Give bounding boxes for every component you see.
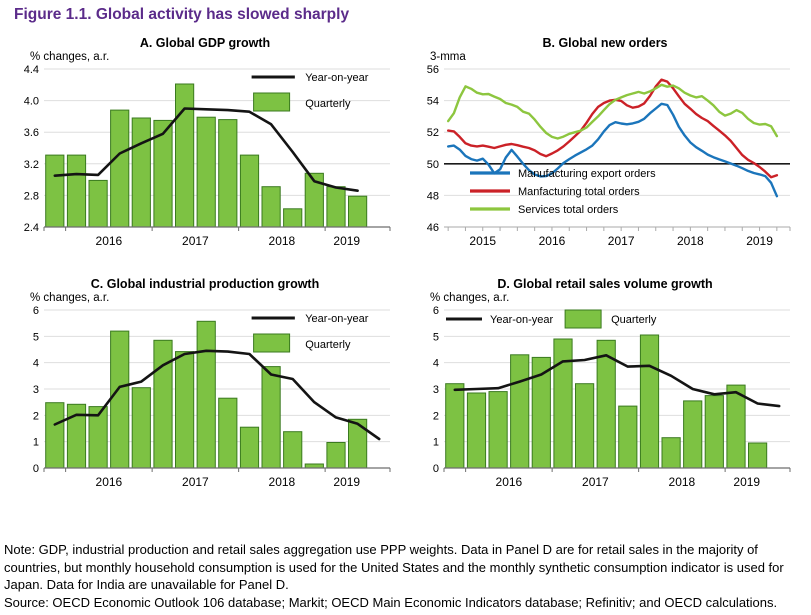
x-year-label: 2017 — [182, 475, 209, 489]
quarterly-bar — [554, 339, 572, 468]
legend-label: Services total orders — [518, 204, 619, 216]
legend-label: Manfacturing total orders — [518, 186, 640, 198]
y-tick-label: 50 — [426, 158, 439, 171]
y-tick-label: 5 — [32, 331, 39, 344]
quarterly-bar — [327, 443, 345, 469]
y-tick-label: 0 — [432, 463, 439, 475]
quarterly-bar — [89, 180, 107, 227]
quarterly-bar — [619, 406, 637, 468]
panel-a-chart — [6, 63, 398, 253]
quarterly-bar — [684, 401, 702, 468]
figure-title: Figure 1.1. Global activity has slowed sharply — [14, 6, 350, 23]
legend-quarterly-swatch — [254, 93, 290, 111]
panel-c — [6, 271, 404, 494]
y-tick-label: 5 — [432, 331, 439, 344]
y-tick-label: 3.6 — [23, 127, 39, 140]
x-year-label: 2019 — [746, 234, 773, 248]
y-tick-label: 6 — [432, 305, 439, 317]
quarterly-bar — [219, 120, 237, 227]
y-tick-label: 2.4 — [23, 222, 39, 234]
manufacturing-export-orders-line — [448, 104, 777, 196]
y-tick-label: 52 — [426, 127, 439, 140]
x-year-label: 2018 — [677, 234, 704, 248]
legend-label-quarterly: Quarterly — [305, 98, 351, 110]
legend-label-yoy: Year-on-year — [490, 314, 554, 326]
y-tick-label: 3.2 — [23, 158, 39, 171]
y-tick-label: 4.0 — [23, 95, 39, 108]
x-year-label: 2019 — [733, 475, 761, 489]
x-year-label: 2016 — [95, 475, 123, 489]
y-tick-label: 2 — [32, 410, 39, 423]
x-year-label: 2016 — [538, 234, 566, 248]
panel-a-unit-label: % changes, a.r. — [30, 51, 110, 63]
panel-d — [406, 271, 804, 494]
quarterly-bar — [467, 393, 485, 468]
y-tick-label: 3 — [432, 384, 439, 396]
y-tick-label: 1 — [432, 436, 439, 449]
quarterly-bar — [197, 321, 215, 468]
quarterly-bar — [111, 331, 129, 468]
x-year-label: 2015 — [469, 234, 497, 248]
y-tick-label: 0 — [32, 463, 39, 475]
x-year-label: 2018 — [268, 475, 296, 489]
panel-b — [406, 30, 804, 253]
legend-label-yoy: Year-on-year — [305, 72, 369, 84]
panel-b-unit-label: 3-mma — [430, 51, 466, 63]
quarterly-bar — [284, 209, 302, 227]
panel-c-title: C. Global industrial production growth — [90, 277, 320, 291]
quarterly-bar — [67, 155, 85, 227]
quarterly-bar — [132, 388, 150, 468]
panel-a-title: A. Global GDP growth — [139, 36, 271, 50]
services-total-orders-line — [448, 85, 777, 139]
quarterly-bar — [511, 355, 529, 468]
quarterly-bar — [240, 427, 258, 468]
panel-a — [6, 30, 404, 253]
x-year-label: 2019 — [333, 234, 361, 248]
quarterly-bar — [154, 340, 172, 468]
legend-label: Manufacturing export orders — [518, 168, 656, 180]
y-tick-label: 4 — [32, 357, 39, 370]
y-tick-label: 54 — [426, 95, 439, 108]
quarterly-bar — [576, 384, 594, 468]
quarterly-bar — [349, 196, 367, 227]
panel-c-chart — [6, 304, 398, 494]
x-year-label: 2017 — [607, 234, 635, 248]
quarterly-bar — [349, 419, 367, 468]
quarterly-bar — [727, 385, 745, 468]
x-year-label: 2017 — [582, 475, 609, 489]
legend-label-quarterly: Quarterly — [305, 339, 351, 351]
quarterly-bar — [662, 438, 680, 468]
legend-quarterly-swatch — [565, 310, 601, 328]
quarterly-bar — [327, 187, 345, 227]
y-tick-label: 2.8 — [23, 190, 39, 203]
y-tick-label: 46 — [426, 222, 439, 234]
source-text: Source: OECD Economic Outlook 106 database; Markit; OECD Main Economic Indicators database; Refinitiv; and OECD calculations. — [4, 594, 778, 610]
quarterly-bar — [262, 187, 280, 227]
legend-quarterly-swatch — [254, 334, 290, 352]
y-tick-label: 4 — [432, 357, 439, 370]
x-year-label: 2016 — [495, 475, 523, 489]
y-tick-label: 2 — [432, 410, 439, 423]
y-tick-label: 1 — [32, 436, 39, 449]
x-year-label: 2018 — [668, 475, 696, 489]
panel-d-title: D. Global retail sales volume growth — [497, 277, 713, 291]
x-year-label: 2019 — [333, 475, 361, 489]
panel-b-chart — [406, 63, 798, 253]
quarterly-bar — [262, 367, 280, 468]
quarterly-bar — [240, 155, 258, 227]
x-year-label: 2017 — [182, 234, 209, 248]
panel-c-unit-label: % changes, a.r. — [30, 292, 110, 304]
quarterly-bar — [489, 392, 507, 468]
y-tick-label: 4.4 — [23, 64, 39, 76]
panel-d-unit-label: % changes, a.r. — [430, 292, 510, 304]
footnotes — [4, 541, 796, 611]
quarterly-bar — [219, 398, 237, 468]
y-tick-label: 56 — [426, 64, 439, 76]
x-year-label: 2016 — [95, 234, 123, 248]
panel-d-chart — [406, 304, 798, 494]
panel-b-title: B. Global new orders — [542, 36, 668, 50]
note-text: Note: GDP, industrial production and retail sales aggregation use PPP weights. Data in Panel D are for retail sales in the majority of countries, but monthly household consumption is used for the United States and the monthly synthetic consumption indicator is used for Japan. Data for India are unavailable for Panel D. — [4, 542, 784, 593]
quarterly-bar — [749, 443, 767, 468]
x-year-label: 2018 — [268, 234, 296, 248]
quarterly-bar — [132, 118, 150, 227]
panels-grid — [6, 30, 806, 494]
quarterly-bar — [284, 432, 302, 468]
quarterly-bar — [111, 110, 129, 227]
quarterly-bar — [46, 155, 64, 227]
quarterly-bar — [705, 396, 723, 468]
quarterly-bar — [640, 335, 658, 468]
quarterly-bar — [176, 84, 194, 227]
legend-label-yoy: Year-on-year — [305, 313, 369, 325]
y-tick-label: 3 — [32, 384, 39, 396]
quarterly-bar — [46, 403, 64, 468]
y-tick-label: 6 — [32, 305, 39, 317]
legend-label-quarterly: Quarterly — [611, 314, 657, 326]
quarterly-bar — [176, 352, 194, 468]
y-tick-label: 48 — [426, 190, 439, 203]
quarterly-bar — [197, 117, 215, 227]
quarterly-bar — [446, 384, 464, 468]
